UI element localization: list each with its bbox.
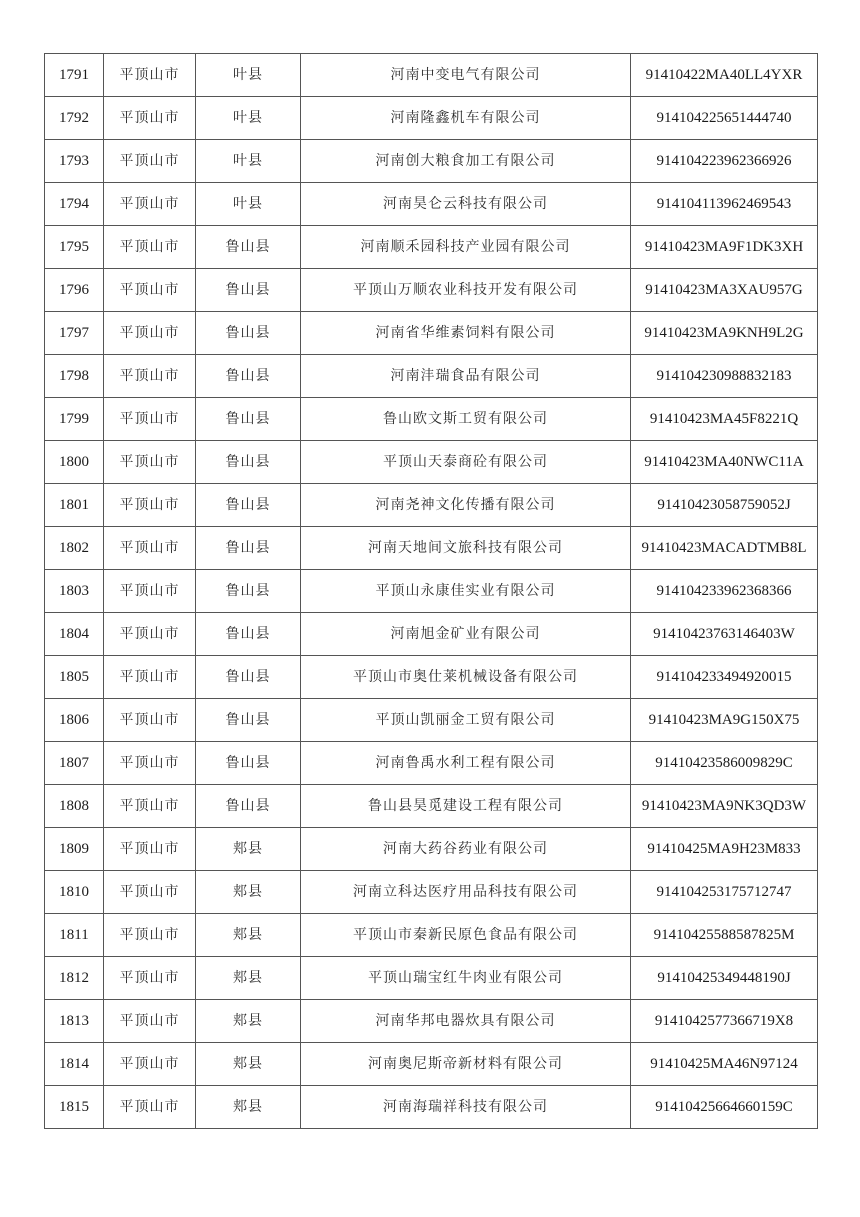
- table-row: [45, 1086, 818, 1129]
- county-cell: 鲁山县: [196, 613, 301, 656]
- company-name-cell: 鲁山欧文斯工贸有限公司: [301, 398, 631, 441]
- table-row: [45, 1000, 818, 1043]
- row-number: 1814: [45, 1043, 104, 1086]
- county-cell: 鲁山县: [196, 355, 301, 398]
- row-number: 1796: [45, 269, 104, 312]
- table-row: [45, 269, 818, 312]
- city-cell: 平顶山市: [104, 441, 196, 484]
- row-number: 1797: [45, 312, 104, 355]
- row-number: 1800: [45, 441, 104, 484]
- table-row: [45, 957, 818, 1000]
- row-number: 1806: [45, 699, 104, 742]
- table-row: [45, 355, 818, 398]
- city-cell: 平顶山市: [104, 914, 196, 957]
- company-name-cell: 河南尧神文化传播有限公司: [301, 484, 631, 527]
- credit-code-cell: 91410423MA45F8221Q: [631, 398, 818, 441]
- row-number: 1809: [45, 828, 104, 871]
- county-cell: 郏县: [196, 1086, 301, 1129]
- row-number: 1799: [45, 398, 104, 441]
- table-row: [45, 312, 818, 355]
- table-row: [45, 54, 818, 97]
- document-page: [44, 53, 817, 1129]
- credit-code-cell: 914104223962366926: [631, 140, 818, 183]
- company-table-body: [45, 54, 818, 1129]
- credit-code-cell: 91410423058759052J: [631, 484, 818, 527]
- credit-code-cell: 91410423MACADTMB8L: [631, 527, 818, 570]
- row-number: 1801: [45, 484, 104, 527]
- company-name-cell: 河南天地间文旅科技有限公司: [301, 527, 631, 570]
- table-row: [45, 699, 818, 742]
- company-name-cell: 鲁山县昊觅建设工程有限公司: [301, 785, 631, 828]
- county-cell: 鲁山县: [196, 656, 301, 699]
- county-cell: 鲁山县: [196, 570, 301, 613]
- row-number: 1808: [45, 785, 104, 828]
- table-row: [45, 656, 818, 699]
- city-cell: 平顶山市: [104, 570, 196, 613]
- city-cell: 平顶山市: [104, 355, 196, 398]
- city-cell: 平顶山市: [104, 1086, 196, 1129]
- county-cell: 叶县: [196, 97, 301, 140]
- credit-code-cell: 91410423MA9KNH9L2G: [631, 312, 818, 355]
- row-number: 1794: [45, 183, 104, 226]
- city-cell: 平顶山市: [104, 699, 196, 742]
- company-name-cell: 河南昊仑云科技有限公司: [301, 183, 631, 226]
- county-cell: 叶县: [196, 54, 301, 97]
- table-row: [45, 441, 818, 484]
- company-name-cell: 河南奥尼斯帝新材料有限公司: [301, 1043, 631, 1086]
- county-cell: 叶县: [196, 140, 301, 183]
- credit-code-cell: 91410423MA40NWC11A: [631, 441, 818, 484]
- company-name-cell: 河南鲁禹水利工程有限公司: [301, 742, 631, 785]
- city-cell: 平顶山市: [104, 742, 196, 785]
- city-cell: 平顶山市: [104, 527, 196, 570]
- credit-code-cell: 914104233494920015: [631, 656, 818, 699]
- row-number: 1813: [45, 1000, 104, 1043]
- county-cell: 鲁山县: [196, 226, 301, 269]
- company-name-cell: 河南海瑞祥科技有限公司: [301, 1086, 631, 1129]
- company-name-cell: 河南华邦电器炊具有限公司: [301, 1000, 631, 1043]
- city-cell: 平顶山市: [104, 871, 196, 914]
- company-name-cell: 河南顺禾园科技产业园有限公司: [301, 226, 631, 269]
- credit-code-cell: 91410425349448190J: [631, 957, 818, 1000]
- company-name-cell: 平顶山市奥仕莱机械设备有限公司: [301, 656, 631, 699]
- city-cell: 平顶山市: [104, 312, 196, 355]
- table-row: [45, 570, 818, 613]
- county-cell: 鲁山县: [196, 699, 301, 742]
- company-name-cell: 平顶山天泰商砼有限公司: [301, 441, 631, 484]
- county-cell: 鲁山县: [196, 527, 301, 570]
- county-cell: 郏县: [196, 957, 301, 1000]
- city-cell: 平顶山市: [104, 269, 196, 312]
- city-cell: 平顶山市: [104, 1043, 196, 1086]
- county-cell: 叶县: [196, 183, 301, 226]
- table-row: [45, 226, 818, 269]
- row-number: 1803: [45, 570, 104, 613]
- county-cell: 郏县: [196, 871, 301, 914]
- credit-code-cell: 914104225651444740: [631, 97, 818, 140]
- credit-code-cell: 9141042577366719X8: [631, 1000, 818, 1043]
- table-row: [45, 914, 818, 957]
- county-cell: 鲁山县: [196, 441, 301, 484]
- credit-code-cell: 91410423MA3XAU957G: [631, 269, 818, 312]
- row-number: 1815: [45, 1086, 104, 1129]
- city-cell: 平顶山市: [104, 183, 196, 226]
- credit-code-cell: 91410425MA46N97124: [631, 1043, 818, 1086]
- city-cell: 平顶山市: [104, 828, 196, 871]
- company-name-cell: 河南隆鑫机车有限公司: [301, 97, 631, 140]
- city-cell: 平顶山市: [104, 656, 196, 699]
- city-cell: 平顶山市: [104, 957, 196, 1000]
- company-name-cell: 河南沣瑞食品有限公司: [301, 355, 631, 398]
- table-row: [45, 742, 818, 785]
- table-row: [45, 97, 818, 140]
- county-cell: 郏县: [196, 1043, 301, 1086]
- table-row: [45, 527, 818, 570]
- company-name-cell: 河南旭金矿业有限公司: [301, 613, 631, 656]
- table-row: [45, 1043, 818, 1086]
- table-row: [45, 398, 818, 441]
- credit-code-cell: 914104230988832183: [631, 355, 818, 398]
- table-row: [45, 484, 818, 527]
- company-name-cell: 平顶山市秦新民原色食品有限公司: [301, 914, 631, 957]
- county-cell: 郏县: [196, 1000, 301, 1043]
- credit-code-cell: 91410425664660159C: [631, 1086, 818, 1129]
- credit-code-cell: 91410425MA9H23M833: [631, 828, 818, 871]
- city-cell: 平顶山市: [104, 398, 196, 441]
- credit-code-cell: 91410423MA9NK3QD3W: [631, 785, 818, 828]
- row-number: 1802: [45, 527, 104, 570]
- county-cell: 鲁山县: [196, 742, 301, 785]
- table-row: [45, 828, 818, 871]
- row-number: 1798: [45, 355, 104, 398]
- company-name-cell: 河南创大粮食加工有限公司: [301, 140, 631, 183]
- company-name-cell: 平顶山凯丽金工贸有限公司: [301, 699, 631, 742]
- table-row: [45, 140, 818, 183]
- credit-code-cell: 914104233962368366: [631, 570, 818, 613]
- company-name-cell: 平顶山永康佳实业有限公司: [301, 570, 631, 613]
- city-cell: 平顶山市: [104, 140, 196, 183]
- row-number: 1792: [45, 97, 104, 140]
- credit-code-cell: 91410423763146403W: [631, 613, 818, 656]
- company-name-cell: 平顶山瑞宝红牛肉业有限公司: [301, 957, 631, 1000]
- county-cell: 鲁山县: [196, 484, 301, 527]
- county-cell: 鲁山县: [196, 785, 301, 828]
- row-number: 1810: [45, 871, 104, 914]
- table-row: [45, 785, 818, 828]
- city-cell: 平顶山市: [104, 613, 196, 656]
- table-row: [45, 613, 818, 656]
- city-cell: 平顶山市: [104, 484, 196, 527]
- row-number: 1812: [45, 957, 104, 1000]
- credit-code-cell: 91410423586009829C: [631, 742, 818, 785]
- county-cell: 鲁山县: [196, 269, 301, 312]
- row-number: 1805: [45, 656, 104, 699]
- county-cell: 郏县: [196, 914, 301, 957]
- row-number: 1811: [45, 914, 104, 957]
- credit-code-cell: 914104113962469543: [631, 183, 818, 226]
- company-name-cell: 平顶山万顺农业科技开发有限公司: [301, 269, 631, 312]
- row-number: 1791: [45, 54, 104, 97]
- city-cell: 平顶山市: [104, 54, 196, 97]
- company-name-cell: 河南中变电气有限公司: [301, 54, 631, 97]
- city-cell: 平顶山市: [104, 97, 196, 140]
- company-name-cell: 河南省华维素饲料有限公司: [301, 312, 631, 355]
- table-row: [45, 183, 818, 226]
- row-number: 1793: [45, 140, 104, 183]
- row-number: 1804: [45, 613, 104, 656]
- credit-code-cell: 91410425588587825M: [631, 914, 818, 957]
- credit-code-cell: 91410423MA9G150X75: [631, 699, 818, 742]
- county-cell: 鲁山县: [196, 312, 301, 355]
- city-cell: 平顶山市: [104, 1000, 196, 1043]
- county-cell: 鲁山县: [196, 398, 301, 441]
- company-table: [44, 53, 818, 1129]
- row-number: 1807: [45, 742, 104, 785]
- row-number: 1795: [45, 226, 104, 269]
- city-cell: 平顶山市: [104, 785, 196, 828]
- credit-code-cell: 91410422MA40LL4YXR: [631, 54, 818, 97]
- credit-code-cell: 91410423MA9F1DK3XH: [631, 226, 818, 269]
- county-cell: 郏县: [196, 828, 301, 871]
- credit-code-cell: 914104253175712747: [631, 871, 818, 914]
- city-cell: 平顶山市: [104, 226, 196, 269]
- company-name-cell: 河南立科达医疗用品科技有限公司: [301, 871, 631, 914]
- table-row: [45, 871, 818, 914]
- company-name-cell: 河南大药谷药业有限公司: [301, 828, 631, 871]
